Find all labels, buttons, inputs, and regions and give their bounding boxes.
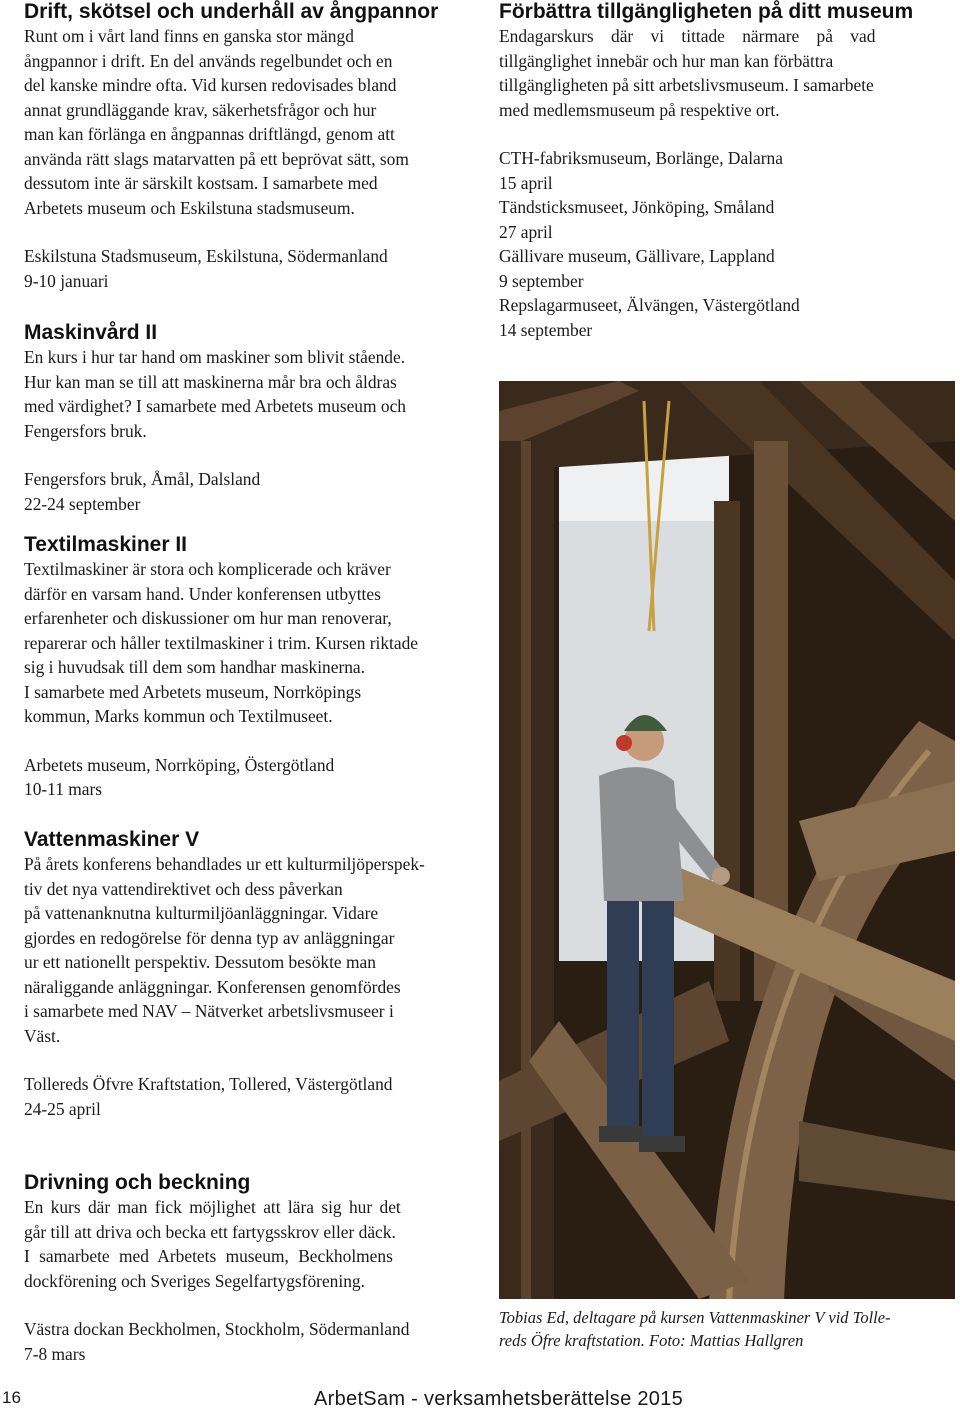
event-date: 27 april [499, 221, 553, 242]
body-line: ur ett nationellt perspektiv. Dessutom besökte man [24, 952, 376, 972]
event-date: 14 september [499, 319, 593, 340]
event-date: 9 september [499, 270, 584, 291]
event-place: Repslagarmuseet, Älvängen, Västergötland [499, 295, 800, 315]
body-line: sig i huvudsak till dem som handhar maskinerna. [24, 657, 365, 677]
body-line: näraliggande anläggningar. Konferensen genomfördes [24, 976, 401, 997]
body-line: med medlemsmuseum på respektive ort. [499, 99, 780, 120]
body-line: använda rätt slags matarvatten på ett beprövat sätt, som [24, 148, 409, 169]
section-maskinvard [24, 321, 492, 516]
event-place: Västra dockan Beckholmen, Stockholm, Södermanland [24, 1319, 410, 1339]
body-line: kommun, Marks kommun och Textilmuseet. [24, 706, 333, 726]
section-vattenmaskiner [24, 828, 492, 1121]
event-date: 9-10 januari [24, 270, 109, 291]
body-line: Endagarskurs där vi tittade närmare på vad [499, 26, 876, 46]
body-line: gjordes en redogörelse för denna typ av anläggningar [24, 927, 395, 948]
body-line: i samarbete med NAV – Nätverket arbetslivsmuseer i [24, 1001, 394, 1021]
body-line: annat grundläggande krav, säkerhetsfrågor och hur [24, 99, 377, 120]
page-number: 16 [2, 1388, 21, 1407]
body-line: En kurs där man fick möjlighet att lära sig hur det [24, 1197, 401, 1217]
body-line: Hur kan man se till att maskinerna mår bra och åldras [24, 371, 397, 392]
body-line: med värdighet? I samarbete med Arbetets museum och [24, 396, 406, 416]
photo-caption [499, 1306, 955, 1352]
body-line: ångpannor i drift. En del används regelbundet och en [24, 50, 393, 71]
body-line: En kurs i hur tar hand om maskiner som blivit stående. [24, 347, 406, 367]
body-line: därför en varsam hand. Under konferensen utbyttes [24, 583, 381, 604]
event-place: Arbetets museum, Norrköping, Östergötland [24, 754, 335, 775]
section-tillganglighet [499, 0, 955, 342]
event-date: 10-11 mars [24, 779, 103, 799]
body-line: dessutom inte är särskilt kostsam. I samarbete med [24, 173, 378, 193]
event-place: Gällivare museum, Gällivare, Lappland [499, 246, 775, 266]
caption-line: Tobias Ed, deltagare på kursen Vattenmaskiner V vid Tolle- [499, 1308, 891, 1327]
body-line: Väst. [24, 1025, 61, 1046]
event-place: Tollereds Öfvre Kraftstation, Tollered, Västergötland [24, 1074, 393, 1094]
event-date: 15 april [499, 172, 553, 193]
body-line: Fengersfors bruk. [24, 420, 147, 441]
body-line: tillgänglighet innebär och hur man kan förbättra [499, 50, 834, 71]
waterwheel-photo [499, 381, 955, 1299]
section-heading: Textilmaskiner II [24, 533, 188, 556]
section-heading: Vattenmaskiner V [24, 828, 200, 851]
body-line: Arbetets museum och Eskilstuna stadsmuseum. [24, 197, 355, 218]
event-date: 22-24 september [24, 493, 141, 514]
body-line: tiv det nya vattendirektivet och dess påverkan [24, 878, 343, 899]
section-heading: Förbättra tillgängligheten på ditt museum [499, 0, 914, 23]
event-place: Tändsticksmuseet, Jönköping, Småland [499, 197, 775, 217]
section-drivning [24, 1171, 492, 1366]
body-line: Textilmaskiner är stora och komplicerade och kräver [24, 559, 391, 579]
event-place: CTH-fabriksmuseum, Borlänge, Dalarna [499, 148, 783, 168]
caption-line: reds Öfre kraftstation. Foto: Mattias Hallgren [499, 1331, 804, 1350]
body-line: I samarbete med Arbetets museum, Norrköpings [24, 681, 362, 702]
body-line: tillgängligheten på sitt arbetslivsmuseum. I samarbete [499, 75, 874, 95]
body-line: I samarbete med Arbetets museum, Beckholmens [24, 1246, 393, 1266]
section-heading: Maskinvård II [24, 321, 158, 344]
section-heading: Drivning och beckning [24, 1171, 251, 1194]
event-place: Eskilstuna Stadsmuseum, Eskilstuna, Södermanland [24, 246, 388, 266]
section-steam-boilers [24, 0, 492, 293]
body-line: går till att driva och becka ett fartygsskrov eller däck. [24, 1221, 396, 1242]
section-heading: Drift, skötsel och underhåll av ångpannor [24, 0, 439, 23]
body-line: man kan förlänga en ångpannas driftlängd, genom att [24, 124, 395, 144]
event-date: 7-8 mars [24, 1343, 86, 1364]
event-date: 24-25 april [24, 1098, 101, 1119]
body-line: erfarenheter och diskussioner om hur man renoverar, [24, 608, 392, 628]
body-line: del kanske mindre ofta. Vid kursen redovisades bland [24, 75, 397, 95]
event-place: Fengersfors bruk, Åmål, Dalsland [24, 469, 261, 489]
section-textilmaskiner [24, 533, 492, 802]
body-line: På årets konferens behandlades ur ett kulturmiljöperspek- [24, 854, 425, 874]
body-line: Runt om i vårt land finns en ganska stor mängd [24, 26, 354, 46]
body-line: dockförening och Sveriges Segelfartygsförening. [24, 1270, 365, 1291]
body-line: reparerar och håller textilmaskiner i trim. Kursen riktade [24, 632, 419, 653]
footer-title: ArbetSam - verksamhetsberättelse 2015 [314, 1388, 684, 1410]
body-line: på vattenanknutna kulturmiljöanläggningar. Vidare [24, 903, 379, 923]
